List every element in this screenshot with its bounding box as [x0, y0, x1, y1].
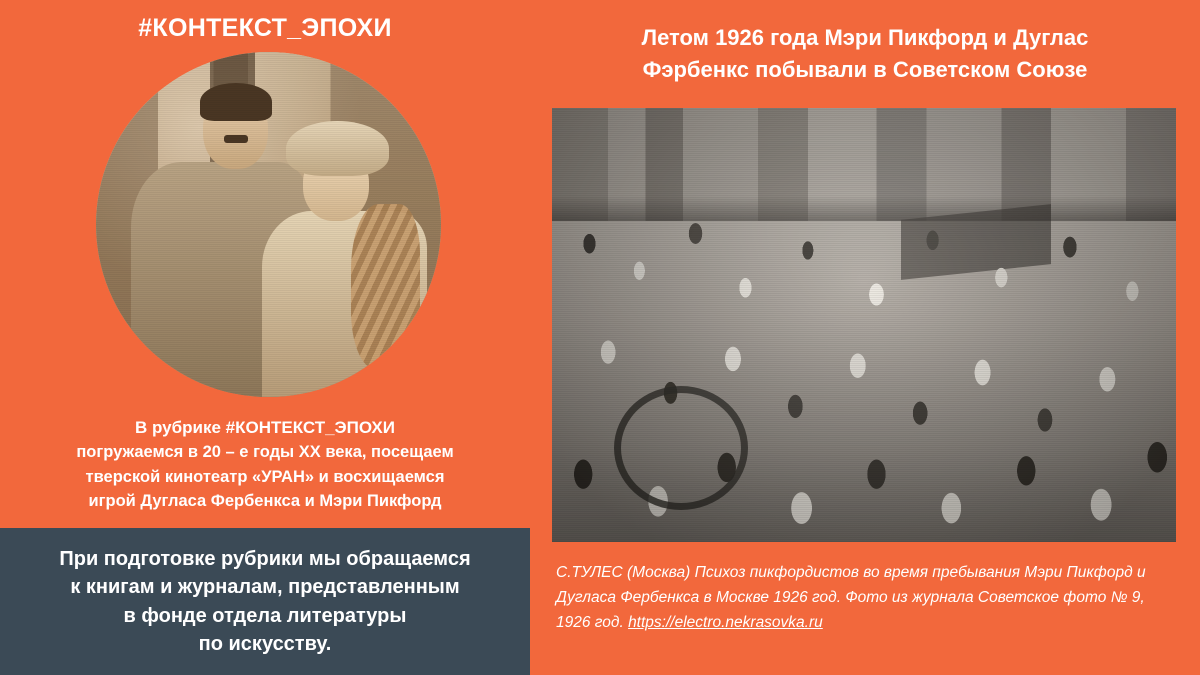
bottom-note-line-1: При подготовке рубрики мы обращаемся: [59, 547, 471, 570]
photo-caption-text: С.ТУЛЕС (Москва) Психоз пикфордистов во время пребывания Мэри Пикфорд и Дугласа Фербенкса в Москве 1926 год. Фото из журнала Советское фото № 9, 1926 год.: [556, 564, 1146, 632]
bottom-note-line-2: к книгам и журналам, представленным: [70, 576, 460, 599]
left-caption-line-1: В рубрике #КОНТЕКСТ_ЭПОХИ: [135, 418, 395, 437]
bottom-note-line-3: в фонде отдела литературы: [123, 604, 407, 627]
right-column: [530, 0, 1200, 675]
photo-source-link[interactable]: https://electro.nekrasovka.ru: [628, 614, 823, 632]
photo-caption: [556, 560, 1176, 635]
left-caption-line-2: погружаемся в 20 – е годы ХХ века, посещаем: [76, 443, 454, 462]
left-caption-line-3: тверской кинотеатр «УРАН» и восхищаемся: [85, 467, 445, 486]
right-title-line-1: Летом 1926 года Мэри Пикфорд и Дуглас: [641, 25, 1089, 50]
right-title-block: [554, 22, 1176, 86]
bottom-note-text: [35, 545, 494, 659]
left-caption-line-4: игрой Дугласа Фербенкса и Мэри Пикфорд: [88, 491, 442, 510]
left-column: [0, 0, 530, 675]
hashtag-title: #КОНТЕКСТ_ЭПОХИ: [138, 14, 392, 42]
portrait-photo: [96, 52, 441, 397]
right-title-line-2: Фэрбенкс побывали в Советском Союзе: [642, 56, 1088, 82]
bottom-note-line-4: по искусству.: [198, 632, 332, 655]
portrait-image: [96, 52, 441, 397]
left-caption-block: [20, 415, 510, 513]
bottom-note-box: [0, 528, 530, 675]
archive-photo: [552, 108, 1176, 542]
archive-photo-image: [552, 108, 1176, 542]
portrait-film-grain: [96, 52, 441, 397]
photo-film-grain: [552, 108, 1176, 542]
